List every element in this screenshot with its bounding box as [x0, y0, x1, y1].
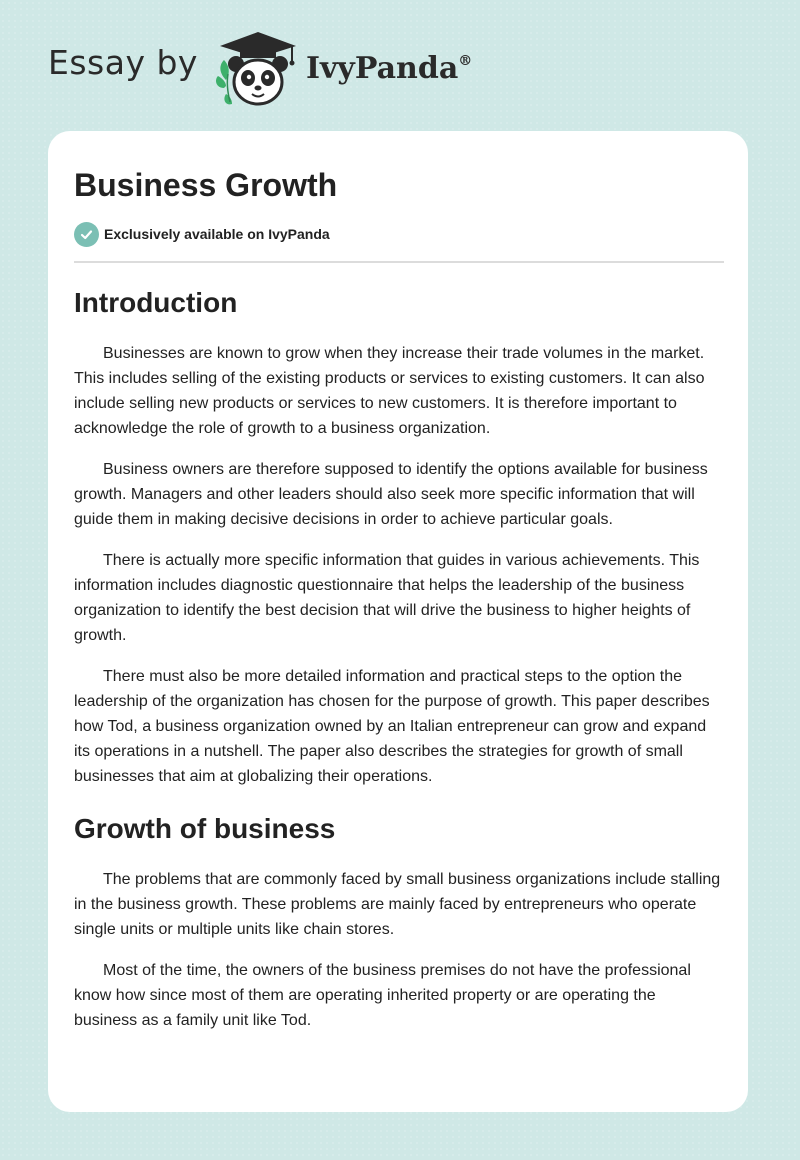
- panda-logo-icon: [212, 30, 304, 110]
- section-growth-of-business: [74, 811, 722, 1033]
- divider: [74, 261, 724, 263]
- section-introduction: [74, 285, 722, 789]
- exclusive-badge: [74, 221, 722, 247]
- brand-header: [48, 30, 472, 110]
- paragraph: Business owners are therefore supposed to identify the options available for business growth. Managers and other leaders should also seek more specific information that will guide them in making decisive decisions in order to achieve particular goals.: [74, 461, 708, 528]
- paragraph: There must also be more detailed information and practical steps to the option the leadership of the organization has chosen for the purpose of growth. This paper describes how Tod, a business organization owned by an Italian entrepreneur can grow and expand its operations in a nutshell. The paper also describes the strategies for growth of small businesses that aim at globalizing their operations.: [74, 668, 710, 785]
- paragraph: The problems that are commonly faced by small business organizations include stalling in the business growth. These problems are mainly faced by entrepreneurs who operate single units or multiple units like chain stores.: [74, 871, 721, 938]
- brand-name: IvyPanda®: [305, 50, 473, 86]
- badge-label: Exclusively available on IvyPanda: [104, 226, 330, 242]
- page-title: Business Growth: [74, 167, 338, 203]
- brand-prefix: Essay by: [48, 42, 198, 82]
- section-heading: Introduction: [74, 287, 238, 318]
- paragraph: Businesses are known to grow when they increase their trade volumes in the market. This includes selling of the existing products or services to existing customers. It can also include selling new products or services to new customers. It is therefore important to acknowledge the role of growth to a business organization.: [74, 345, 705, 437]
- paragraph: Most of the time, the owners of the business premises do not have the professional know how since most of them are operating inherited property or are operating the business as a family unit like Tod.: [74, 962, 691, 1029]
- paragraph: There is actually more specific information that guides in various achievements. This information includes diagnostic questionnaire that helps the leadership of the business organization to identify the best decision that will drive the business to higher heights of growth.: [74, 552, 700, 644]
- checkmark-icon: [74, 222, 99, 247]
- section-heading: Growth of business: [74, 813, 336, 844]
- essay-card: [48, 131, 748, 1112]
